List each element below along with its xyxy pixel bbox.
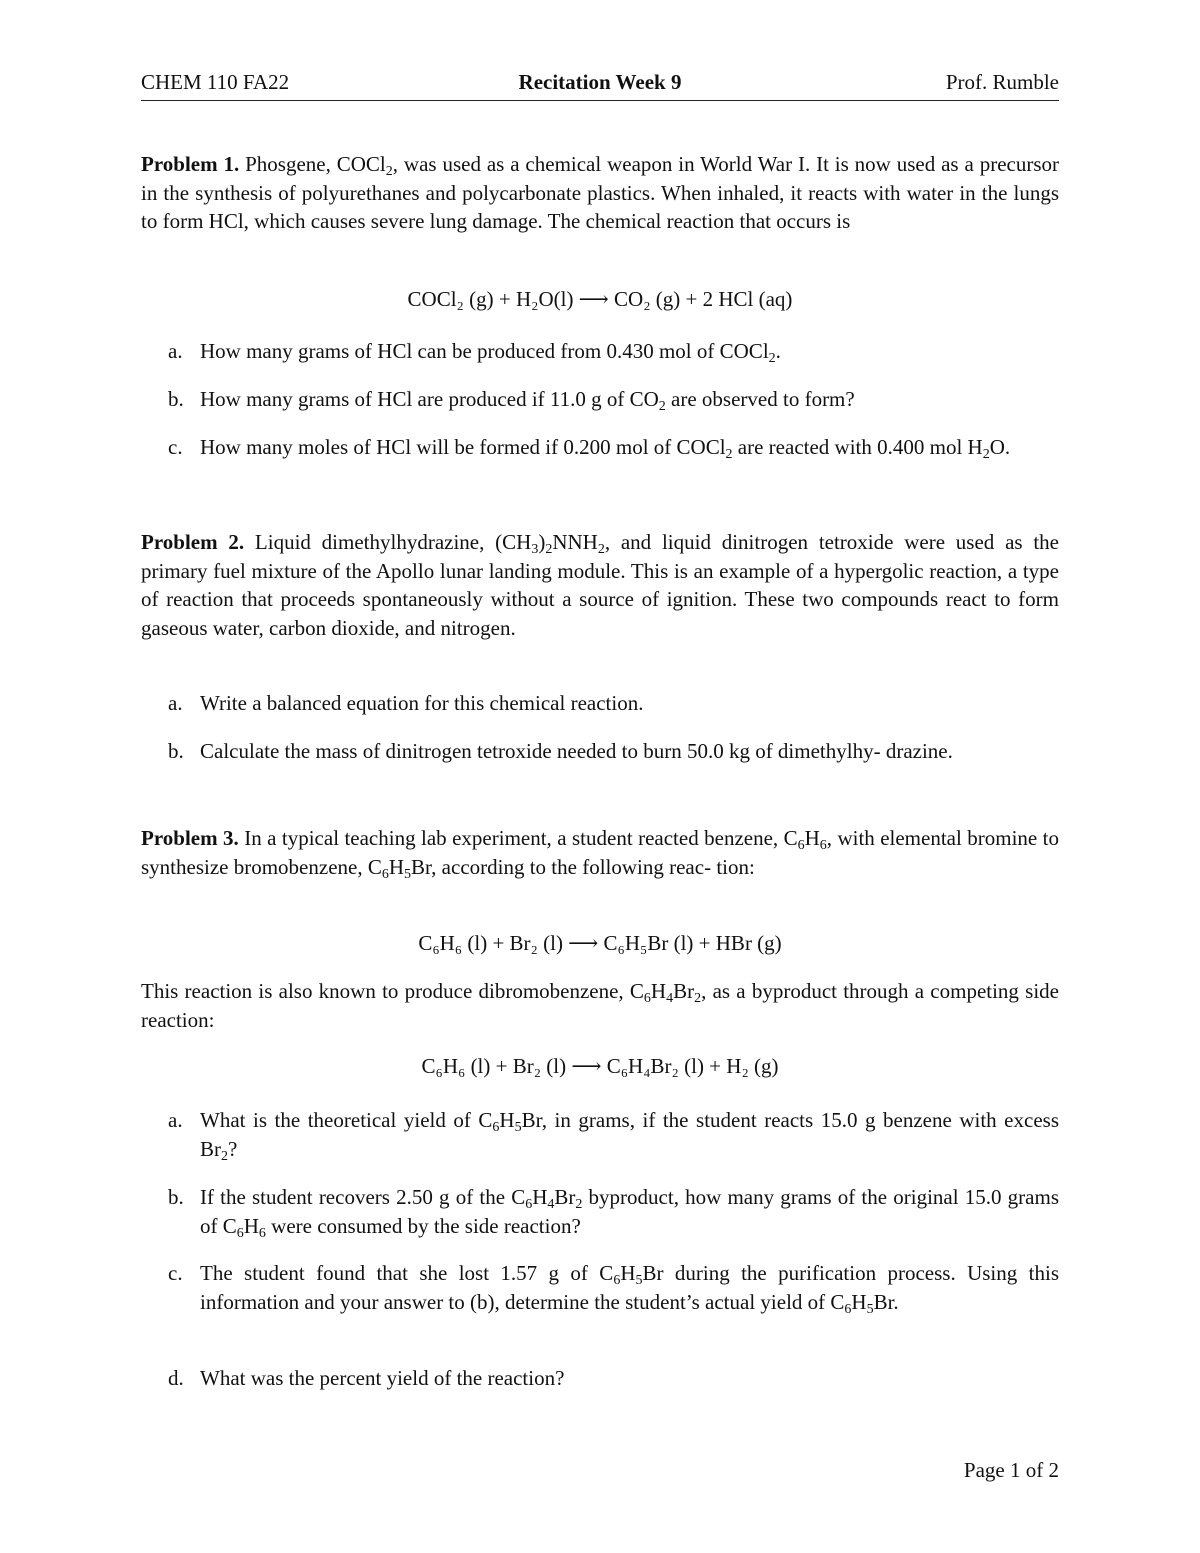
equation-2: C₆H₆ (l) + Br₂ (l) ⟶ C₆H₅Br (l) + HBr (g) bbox=[418, 931, 782, 955]
problem-3-item-d: d. What was the percent yield of the reaction? bbox=[168, 1366, 565, 1390]
problem-3-item-c: c. The student found that she lost 1.57 g of $C_6H_5Br$ during the purification process. Using this information and your answer to (b), determine the student’s actual yield of $C_6H_5Br$. bbox=[168, 1261, 1059, 1317]
equation-1: COCl₂ (g) + H₂O(l) ⟶ CO₂ (g) + 2 HCl (aq) bbox=[407, 287, 793, 311]
problem-1-heading: Problem 1. bbox=[141, 152, 240, 176]
problem-1-intro: Problem 1. Phosgene, COCl$_2$, was used as a chemical weapon in World War I. It is now used as a precursor in the synthesis of polyurethanes and polycarbonate plastics. When inhaled, it reacts with water in the lungs to form HCl, which causes severe lung damage. The chemical reaction that occurs is bbox=[141, 152, 1059, 234]
problem-3-intro: Problem 3. In a typical teaching lab experiment, a student reacted benzene, $C_6H_6$, with elemental bromine to synthesize bromobenzene, $C_6H_5Br$, according to the following reac- tion: bbox=[141, 826, 1059, 882]
problem-3-side-reaction-intro: This reaction is also known to produce dibromobenzene, $C_6H_4Br_2$, as a byproduct through a competing side reaction: bbox=[141, 979, 1059, 1032]
page-title: Recitation Week 9 bbox=[518, 70, 682, 94]
problem-2-item-b: b. Calculate the mass of dinitrogen tetroxide needed to burn 50.0 kg of dimethylhy- drazine. bbox=[168, 739, 953, 763]
instructor-name: Prof. Rumble bbox=[945, 70, 1059, 94]
problem-1-item-b: b. How many grams of HCl are produced if 11.0 g of $CO_2$ are observed to form? bbox=[168, 387, 855, 414]
problem-3-item-a: a. What is the theoretical yield of $C_6H_5Br$, in grams, if the student reacts 15.0 g benzene with excess $Br_2$? bbox=[168, 1108, 1059, 1164]
problem-1-item-a: a. How many grams of HCl can be produced from 0.430 mol of COCl$_2$. bbox=[168, 339, 781, 366]
problem-2-intro: Problem 2. Liquid dimethylhydrazine, $(CH_3)_2NNH_2$, and liquid dinitrogen tetroxide were used as the primary fuel mixture of the Apollo lunar landing module. This is an example of a hypergolic reaction, a type of reaction that proceeds spontaneously without a source of ignition. These two compounds react to form gaseous water, carbon dioxide, and nitrogen. bbox=[141, 530, 1059, 641]
page-header bbox=[141, 70, 1059, 101]
problem-1-item-c: c. How many moles of HCl will be formed if 0.200 mol of COCl$_2$ are reacted with 0.400 mol $H_2O$. bbox=[168, 435, 1011, 462]
problem-3-item-b: b. If the student recovers 2.50 g of the $C_6H_4Br_2$ byproduct, how many grams of the original 15.0 grams of $C_6H_6$ were consumed by the side reaction? bbox=[168, 1185, 1059, 1241]
problem-3-heading: Problem 3. bbox=[141, 826, 239, 850]
problem-2-item-a: a. Write a balanced equation for this chemical reaction. bbox=[168, 691, 644, 715]
problem-2-heading: Problem 2. bbox=[141, 530, 245, 554]
equation-3: C₆H₆ (l) + Br₂ (l) ⟶ C₆H₄Br₂ (l) + H₂ (g) bbox=[421, 1054, 779, 1078]
course-code: CHEM 110 FA22 bbox=[141, 70, 290, 94]
page-number: Page 1 of 2 bbox=[963, 1458, 1059, 1482]
